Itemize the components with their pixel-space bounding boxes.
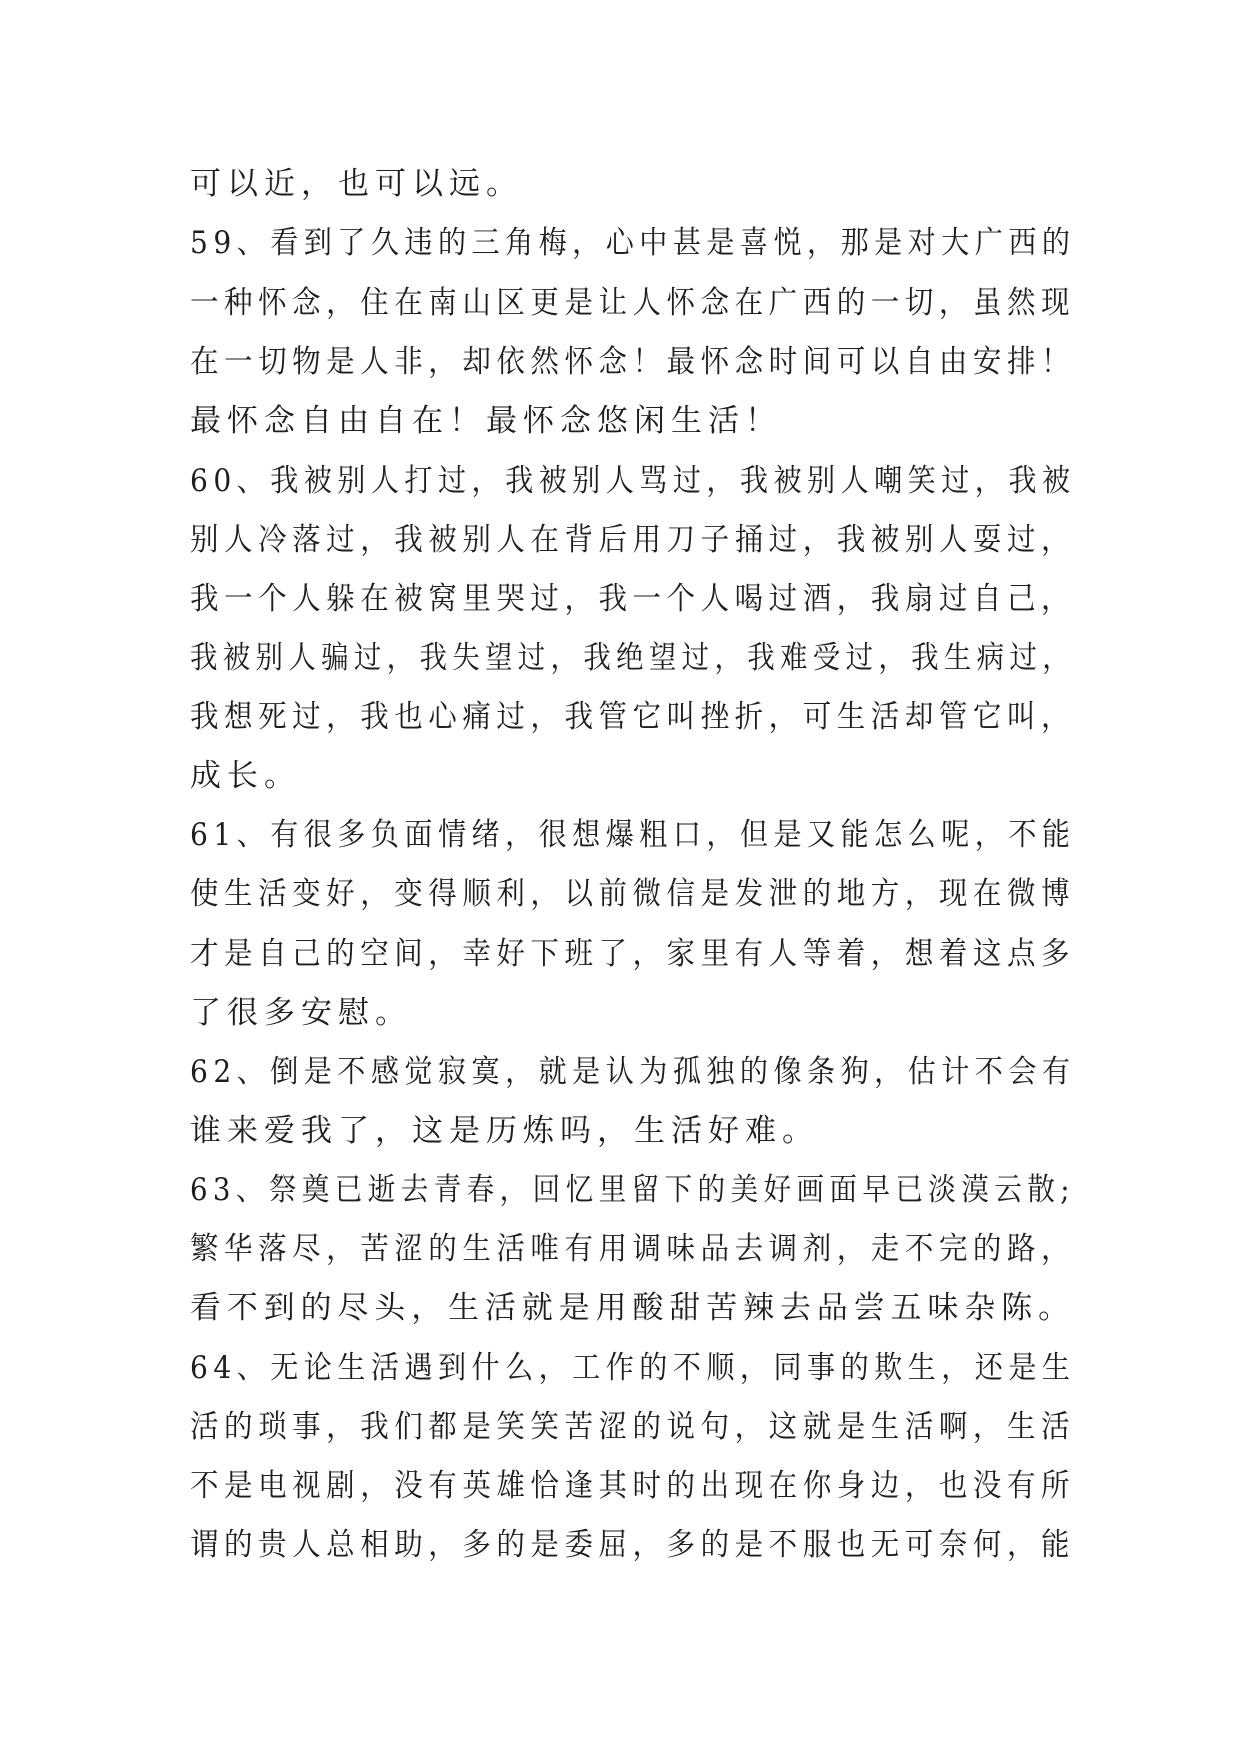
text-line: 61、有很多负面情绪，很想爆粗口，但是又能怎么呢，不能: [190, 817, 1076, 853]
text-line: 谓的贵人总相助，多的是委屈，多的是不服也无可奈何，能: [190, 1527, 1076, 1563]
text-line: 我被别人骗过，我失望过，我绝望过，我难受过，我生病过，: [190, 640, 1076, 676]
text-line: 谁来爱我了，这是历炼吗，生活好难。: [190, 1113, 819, 1149]
text-line: 不是电视剧，没有英雄恰逢其时的出现在你身边，也没有所: [190, 1468, 1076, 1504]
text-line: 活的琐事，我们都是笑笑苦涩的说句，这就是生活啊，生活: [190, 1409, 1076, 1445]
text-line: 在一切物是人非，却依然怀念！最怀念时间可以自由安排！: [190, 344, 1076, 380]
text-line: 使生活变好，变得顺利，以前微信是发泄的地方，现在微博: [190, 876, 1076, 912]
text-line: 60、我被别人打过，我被别人骂过，我被别人嘲笑过，我被: [190, 463, 1076, 499]
text-line: 我一个人躲在被窝里哭过，我一个人喝过酒，我扇过自己，: [190, 581, 1076, 617]
text-line: 一种怀念，住在南山区更是让人怀念在广西的一切，虽然现: [190, 285, 1076, 321]
text-line: 63、祭奠已逝去青春，回忆里留下的美好画面早已淡漠云散;: [190, 1172, 1075, 1208]
text-line: 了很多安慰。: [190, 995, 412, 1031]
text-line: 才是自己的空间，幸好下班了，家里有人等着，想着这点多: [190, 936, 1076, 972]
text-line: 59、看到了久违的三角梅，心中甚是喜悦，那是对大广西的: [190, 225, 1076, 261]
text-line: 62、倒是不感觉寂寞，就是认为孤独的像条狗，估计不会有: [190, 1054, 1076, 1090]
text-line: 可以近，也可以远。: [190, 166, 523, 202]
text-line: 成长。: [190, 758, 301, 794]
text-line: 我想死过，我也心痛过，我管它叫挫折，可生活却管它叫，: [190, 699, 1076, 735]
text-line: 64、无论生活遇到什么，工作的不顺，同事的欺生，还是生: [190, 1350, 1076, 1386]
text-line: 最怀念自由自在！最怀念悠闲生活！: [190, 403, 782, 439]
text-line: 看不到的尽头，生活就是用酸甜苦辣去品尝五味杂陈。: [190, 1290, 1075, 1326]
text-line: 别人冷落过，我被别人在背后用刀子捅过，我被别人耍过，: [190, 522, 1076, 558]
text-line: 繁华落尽，苦涩的生活唯有用调味品去调剂，走不完的路，: [190, 1231, 1076, 1267]
